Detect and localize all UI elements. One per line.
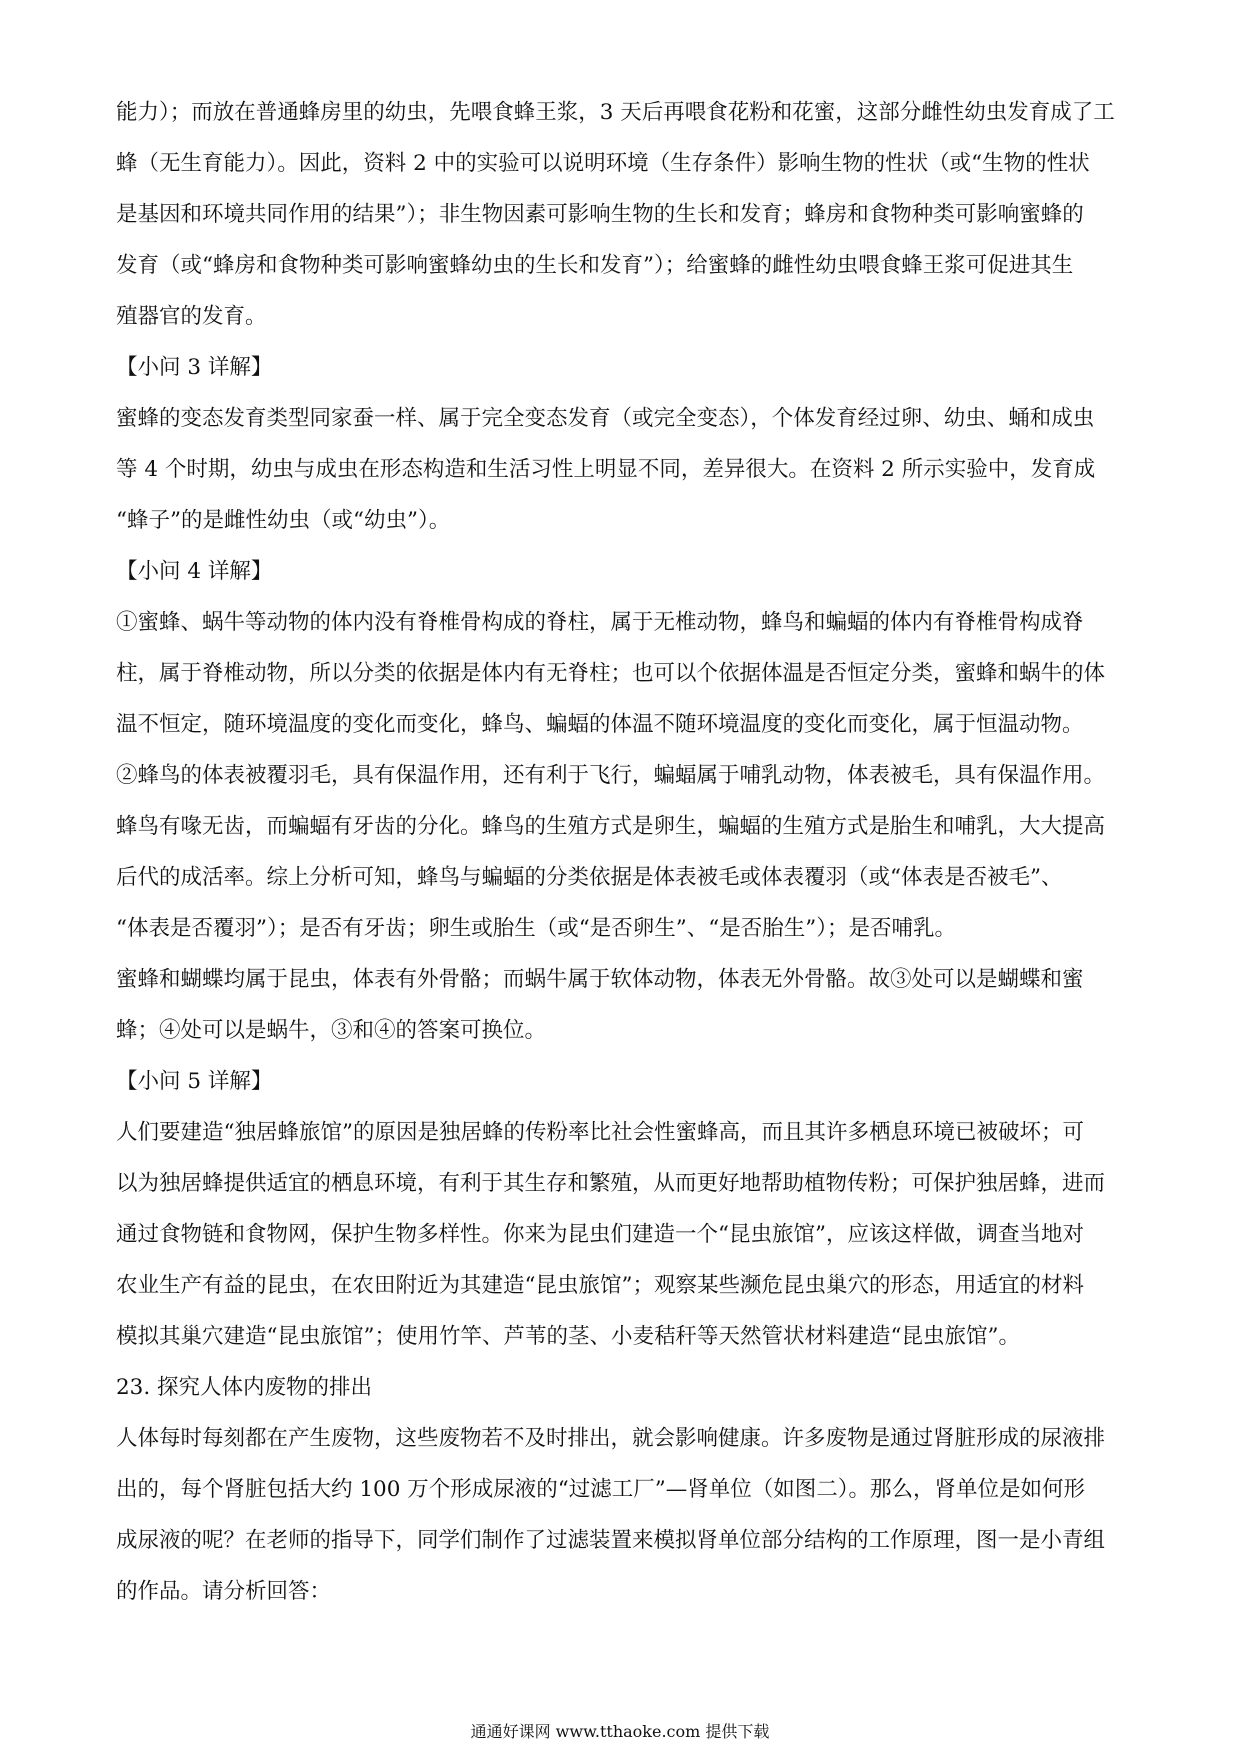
text-line: 是基因和环境共同作用的结果”）；非生物因素可影响生物的生长和发育；蜂房和食物种类可影响蜜蜂的: [116, 202, 1084, 227]
text-line: 的作品。请分析回答：: [116, 1579, 332, 1604]
text-line: 柱，属于脊椎动物，所以分类的依据是体内有无脊柱；也可以个依据体温是否恒定分类，蜜蜂和蜗牛的体: [116, 661, 1106, 686]
text-line: 能力）；而放在普通蜂房里的幼虫，先喂食蜂王浆，3 天后再喂食花粉和花蜜，这部分雌性幼虫发育成了工: [116, 100, 1115, 125]
text-line: 模拟其巢穴建造“昆虫旅馆”；使用竹竿、芦苇的茎、小麦秸秆等天然管状材料建造“昆虫旅馆”。: [116, 1324, 1020, 1349]
page-footer: 通通好课网 www.tthaoke.com 提供下载: [470, 1722, 770, 1741]
text-line: 农业生产有益的昆虫，在农田附近为其建造“昆虫旅馆”；观察某些濒危昆虫巢穴的形态，用适宜的材料: [116, 1273, 1084, 1298]
text-line: ①蜜蜂、蜗牛等动物的体内没有脊椎骨构成的脊柱，属于无椎动物，蜂鸟和蝙蝠的体内有脊椎骨构成脊: [116, 610, 1084, 635]
section-heading-q5: 【小问 5 详解】: [116, 1069, 273, 1094]
text-line: 人们要建造“独居蜂旅馆”的原因是独居蜂的传粉率比社会性蜜蜂高，而且其许多栖息环境已被破坏；可: [116, 1120, 1084, 1145]
text-line: ②蜂鸟的体表被覆羽毛，具有保温作用，还有利于飞行，蝙蝠属于哺乳动物，体表被毛，具有保温作用。: [116, 763, 1106, 788]
text-line: 人体每时每刻都在产生废物，这些废物若不及时排出，就会影响健康。许多废物是通过肾脏形成的尿液排: [116, 1426, 1106, 1451]
text-line: 蜂鸟有喙无齿，而蝙蝠有牙齿的分化。蜂鸟的生殖方式是卵生，蝙蝠的生殖方式是胎生和哺乳，大大提高: [116, 814, 1106, 839]
question-title-23: 23. 探究人体内废物的排出: [116, 1375, 373, 1400]
text-line: 通过食物链和食物网，保护生物多样性。你来为昆虫们建造一个“昆虫旅馆”，应该这样做，调查当地对: [116, 1222, 1084, 1247]
text-line: 蜂（无生育能力）。因此，资料 2 中的实验可以说明环境（生存条件）影响生物的性状（或“生物的性状: [116, 151, 1090, 176]
text-line: 以为独居蜂提供适宜的栖息环境，有利于其生存和繁殖，从而更好地帮助植物传粉；可保护独居蜂，进而: [116, 1171, 1106, 1196]
text-line: 蜜蜂的变态发育类型同家蚕一样、属于完全变态发育（或完全变态），个体发育经过卵、幼虫、蛹和成虫: [116, 406, 1095, 431]
document-body: [116, 98, 1128, 1607]
text-line: “体表是否覆羽”）；是否有牙齿；卵生或胎生（或“是否卵生”、“是否胎生”）；是否哺乳。: [116, 916, 956, 941]
section-heading-q4: 【小问 4 详解】: [116, 559, 273, 584]
text-line: 蜂；④处可以是蜗牛，③和④的答案可换位。: [116, 1018, 547, 1043]
text-line: 殖器官的发育。: [116, 304, 267, 329]
text-line: 发育（或“蜂房和食物种类可影响蜜蜂幼虫的生长和发育”）；给蜜蜂的雌性幼虫喂食蜂王浆可促进其生: [116, 253, 1074, 278]
text-line: 后代的成活率。综上分析可知，蜂鸟与蝙蝠的分类依据是体表被毛或体表覆羽（或“体表是否被毛”、: [116, 865, 1063, 890]
text-line: 等 4 个时期，幼虫与成虫在形态构造和生活习性上明显不同，差异很大。在资料 2 所示实验中，发育成: [116, 457, 1096, 482]
text-line: 成尿液的呢？在老师的指导下，同学们制作了过滤装置来模拟肾单位部分结构的工作原理，图一是小青组: [116, 1528, 1106, 1553]
text-line: 出的，每个肾脏包括大约 100 万个形成尿液的“过滤工厂”—肾单位（如图二）。那么，肾单位是如何形: [116, 1477, 1085, 1502]
text-line: 蜜蜂和蝴蝶均属于昆虫，体表有外骨骼；而蜗牛属于软体动物，体表无外骨骼。故③处可以是蝴蝶和蜜: [116, 967, 1084, 992]
text-line: 温不恒定，随环境温度的变化而变化，蜂鸟、蝙蝠的体温不随环境温度的变化而变化，属于恒温动物。: [116, 712, 1084, 737]
section-heading-q3: 【小问 3 详解】: [116, 355, 273, 380]
text-line: “蜂子”的是雌性幼虫（或“幼虫”）。: [116, 508, 451, 533]
